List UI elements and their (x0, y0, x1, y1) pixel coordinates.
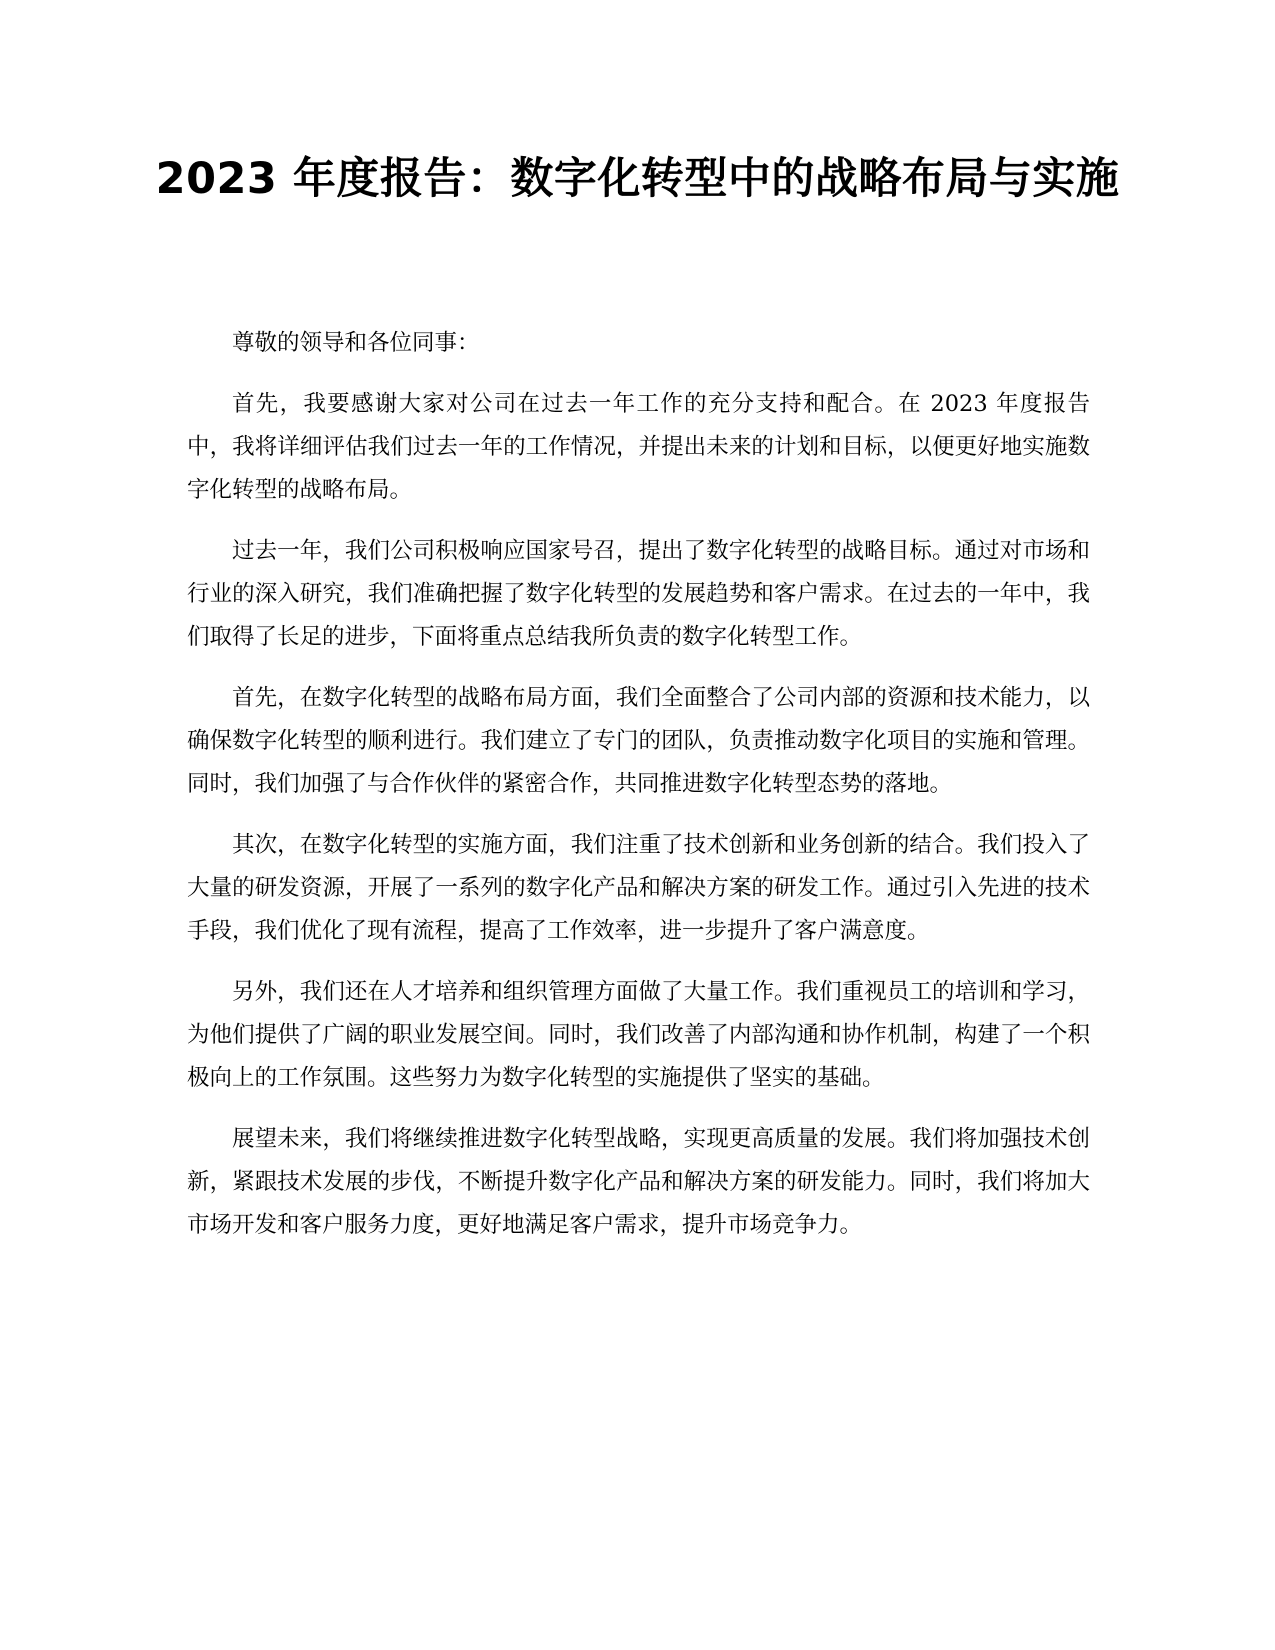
paragraph-4: 其次，在数字化转型的实施方面，我们注重了技术创新和业务创新的结合。我们投入了大量的研发资源，开展了一系列的数字化产品和解决方案的研发工作。通过引入先进的技术手段，我们优化了现有流程，提高了工作效率，进一步提升了客户满意度。 (187, 832, 1090, 944)
paragraph-2: 过去一年，我们公司积极响应国家号召，提出了数字化转型的战略目标。通过对市场和行业的深入研究，我们准确把握了数字化转型的发展趋势和客户需求。在过去的一年中，我们取得了长足的进步，下面将重点总结我所负责的数字化转型工作。 (187, 538, 1090, 650)
paragraph-6: 展望未来，我们将继续推进数字化转型战略，实现更高质量的发展。我们将加强技术创新，紧跟技术发展的步伐，不断提升数字化产品和解决方案的研发能力。同时，我们将加大市场开发和客户服务力度，更好地满足客户需求，提升市场竞争力。 (187, 1126, 1090, 1238)
paragraph-1: 首先，我要感谢大家对公司在过去一年工作的充分支持和配合。在 2023 年度报告中，我将详细评估我们过去一年的工作情况，并提出未来的计划和目标，以便更好地实施数字化转型的战略布局。 (187, 391, 1090, 503)
paragraph-5: 另外，我们还在人才培养和组织管理方面做了大量工作。我们重视员工的培训和学习，为他们提供了广阔的职业发展空间。同时，我们改善了内部沟通和协作机制，构建了一个积极向上的工作氛围。这些努力为数字化转型的实施提供了坚实的基础。 (187, 979, 1090, 1091)
paragraph-3: 首先，在数字化转型的战略布局方面，我们全面整合了公司内部的资源和技术能力，以确保数字化转型的顺利进行。我们建立了专门的团队，负责推动数字化项目的实施和管理。同时，我们加强了与合作伙伴的紧密合作，共同推进数字化转型态势的落地。 (187, 685, 1090, 797)
document-title: 2023 年度报告：数字化转型中的战略布局与实施 (155, 154, 1120, 204)
document-body (187, 322, 1090, 1265)
salutation: 尊敬的领导和各位同事： (232, 330, 480, 356)
